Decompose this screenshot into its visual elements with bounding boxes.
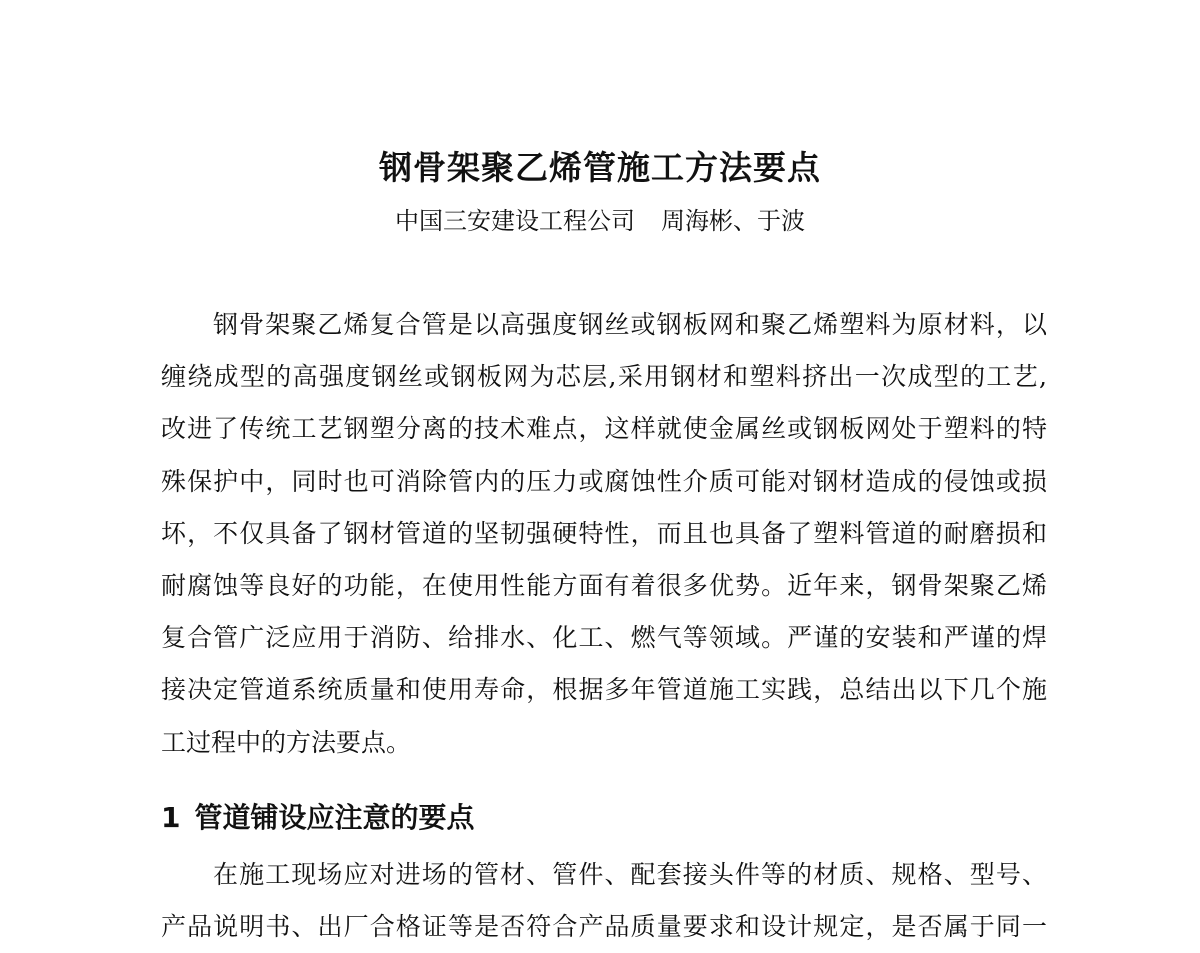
paragraph-line: 复合管广泛应用于消防、给排水、化工、燃气等领域。严谨的安装和严谨的焊 bbox=[161, 623, 1047, 653]
paragraph-line: 产品说明书、出厂合格证等是否符合产品质量要求和设计规定，是否属于同一 bbox=[161, 912, 1047, 942]
paragraph-line: 在施工现场应对进场的管材、管件、配套接头件等的材质、规格、型号、 bbox=[213, 860, 1047, 889]
author-names: 周海彬、于波 bbox=[661, 207, 805, 235]
section-paragraph bbox=[161, 849, 1047, 953]
section-heading bbox=[161, 796, 475, 840]
intro-paragraph bbox=[161, 299, 1047, 769]
author-organization: 中国三安建设工程公司 bbox=[395, 207, 635, 235]
paragraph-line: 改进了传统工艺钢塑分离的技术难点，这样就使金属丝或钢板网处于塑料的特 bbox=[161, 414, 1047, 444]
paragraph-line: 工过程中的方法要点。 bbox=[161, 727, 412, 757]
author-line bbox=[0, 204, 1200, 238]
paragraph-line: 缠绕成型的高强度钢丝或钢板网为芯层,采用钢材和塑料挤出一次成型的工艺, bbox=[161, 362, 1047, 392]
section-number: 1 bbox=[161, 801, 181, 834]
section-heading-text: 管道铺设应注意的要点 bbox=[194, 801, 475, 834]
paragraph-line: 坏，不仅具备了钢材管道的坚韧强硬特性，而且也具备了塑料管道的耐磨损和 bbox=[161, 518, 1047, 548]
document-title: 钢骨架聚乙烯管施工方法要点 bbox=[379, 148, 821, 187]
paragraph-line: 钢骨架聚乙烯复合管是以高强度钢丝或钢板网和聚乙烯塑料为原材料，以 bbox=[213, 310, 1047, 339]
paragraph-line: 殊保护中，同时也可消除管内的压力或腐蚀性介质可能对钢材造成的侵蚀或损 bbox=[161, 466, 1047, 496]
paragraph-line: 耐腐蚀等良好的功能，在使用性能方面有着很多优势。近年来，钢骨架聚乙烯 bbox=[161, 571, 1047, 601]
paragraph-line: 接决定管道系统质量和使用寿命，根据多年管道施工实践，总结出以下几个施 bbox=[161, 675, 1047, 705]
